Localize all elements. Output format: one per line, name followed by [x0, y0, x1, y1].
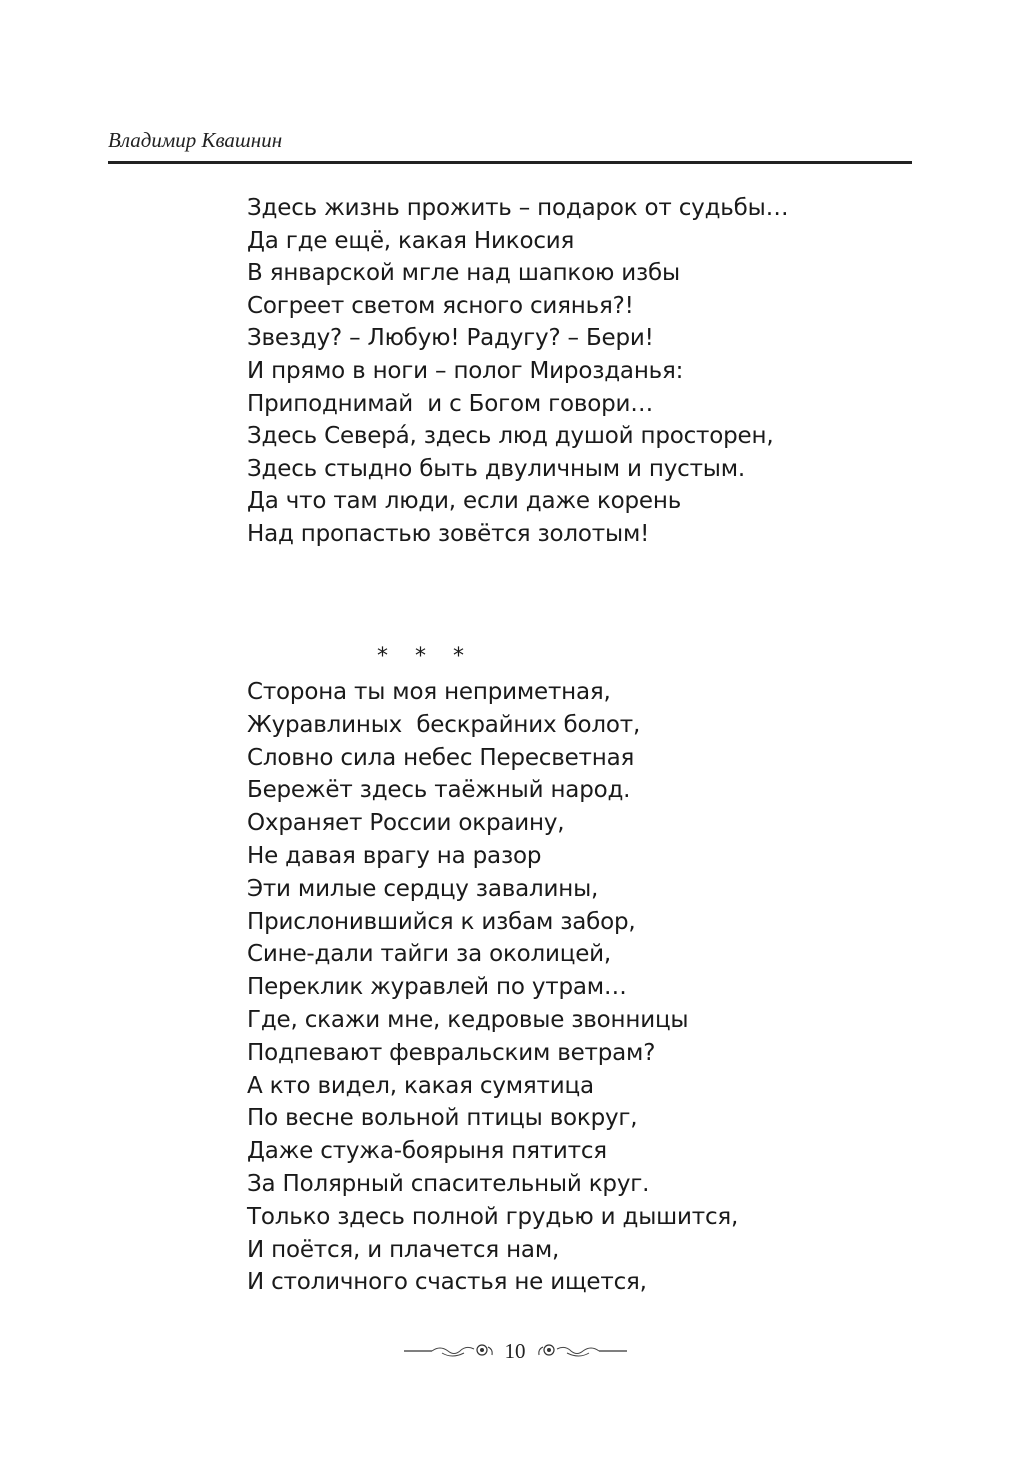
poem-line: Словно сила небес Пересветная: [247, 744, 635, 771]
page-number: 10: [504, 1338, 526, 1363]
poem-line: По весне вольной птицы вокруг,: [247, 1105, 638, 1132]
poem-2: [247, 676, 738, 1299]
running-header-author: Владимир Квашнин: [108, 128, 283, 152]
poem-line: Сине-дали тайги за околицей,: [247, 941, 612, 968]
poem-line: Охраняет России окраину,: [247, 810, 565, 837]
left-ornament-icon: [402, 1341, 497, 1361]
poem-line: Над пропастью зовётся золотым!: [247, 520, 650, 547]
poem-line: Прислонившийся к избам забор,: [247, 908, 636, 935]
poem-line: Здесь жизнь прожить – подарок от судьбы…: [247, 195, 789, 221]
poem-line: И столичного счастья не ищется,: [247, 1269, 647, 1296]
poem-line: Да где ещё, какая Никосия: [247, 227, 575, 254]
poem-line: Даже стужа-боярыня пятится: [247, 1138, 607, 1165]
poem-line: Бережёт здесь таёжный народ.: [247, 777, 631, 804]
poem-line: Здесь Северá, здесь люд душой просторен,: [247, 423, 774, 450]
poem-line: Приподнимай и с Богом говори…: [247, 390, 654, 417]
right-ornament-icon: [534, 1341, 629, 1361]
poem-line: Здесь стыдно быть двуличным и пустым.: [247, 455, 745, 482]
poem-line: Да что там люди, если даже корень: [247, 488, 682, 515]
poem-line: За Полярный спасительный круг.: [247, 1170, 650, 1197]
poem-line: Эти милые сердцу завалины,: [247, 875, 599, 902]
poem-line: Где, скажи мне, кедровые звонницы: [247, 1006, 689, 1033]
poem-line: Сторона ты моя неприметная,: [247, 679, 611, 705]
poem-line: В январской мгле над шапкою избы: [247, 260, 680, 287]
poem-line: Не давая врагу на разор: [247, 842, 542, 869]
poem-line: Переклик журавлей по утрам…: [247, 974, 627, 1001]
poem-1: [247, 192, 788, 551]
poem-line: И прямо в ноги – полог Мирозданья:: [247, 357, 684, 384]
poem-line: Только здесь полной грудью и дышится,: [247, 1203, 739, 1230]
poem-line: Журавлиных бескрайних болот,: [247, 711, 641, 738]
poem-line: Звезду? – Любую! Радугу? – Бери!: [247, 325, 654, 352]
poem-line: И поётся, и плачется нам,: [247, 1236, 560, 1263]
poem-line: А кто видел, какая сумятица: [247, 1072, 594, 1099]
header-rule: [108, 161, 912, 164]
poem-line: Согреет светом ясного сиянья?!: [247, 292, 634, 319]
page-footer: [400, 1335, 630, 1367]
section-separator: * * *: [377, 644, 474, 669]
poem-line: Подпевают февральским ветрам?: [247, 1039, 656, 1066]
